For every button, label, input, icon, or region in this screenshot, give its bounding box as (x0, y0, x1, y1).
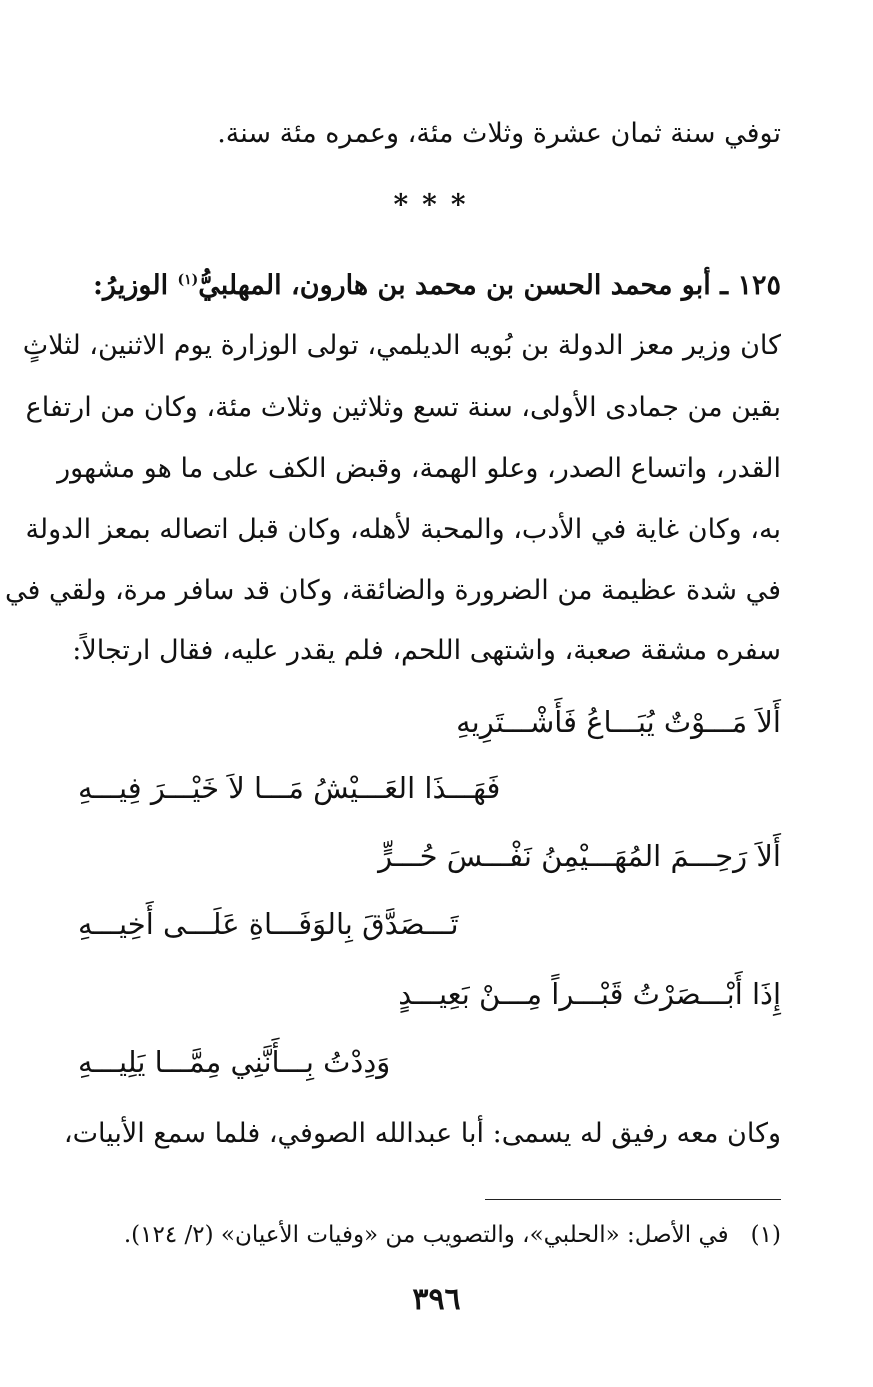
verse-hemistich: وَدِدْتُ بِـــأَنَّنِي مِمَّـــا يَلِيـــهِ (78, 1045, 391, 1079)
paragraph-line: بقين من جمادى الأولى، سنة تسع وثلاثين وثلاث مئة، وكان من ارتفاع (25, 392, 781, 423)
footnote-ref: (١) (177, 272, 199, 288)
paragraph-line: به، وكان غاية في الأدب، والمحبة لأهله، وكان قبل اتصاله بمعز الدولة (25, 514, 781, 545)
footnote-divider (485, 1199, 781, 1200)
entry-title: الوزيرُ: (92, 270, 178, 301)
page-number: ٣٩٦ (412, 1282, 461, 1317)
entry-number: ١٢٥ (737, 270, 781, 301)
entry-heading (78, 266, 781, 306)
footnote (78, 1218, 781, 1252)
footnote-text: في الأصل: «الحلبي»، والتصويب من «وفيات الأعيان» (٢/ ١٢٤). (123, 1222, 729, 1248)
paragraph-line: سفره مشقة صعبة، واشتهى اللحم، فلم يقدر عليه، فقال ارتجالاً: (72, 635, 781, 666)
verse-hemistich: تَـــصَدَّقَ بِالوَفَـــاةِ عَلَـــى أَخِيـــهِ (78, 907, 459, 941)
paragraph-line: القدر، واتساع الصدر، وعلو الهمة، وقبض الكف على ما هو مشهور (57, 453, 781, 484)
paragraph-line: كان وزير معز الدولة بن بُويه الديلمي، تولى الوزارة يوم الاثنين، لثلاثٍ (22, 330, 781, 361)
entry-dash: ـ (710, 270, 738, 301)
verse-hemistich: أَلاَ رَحِـــمَ المُهَـــيْمِنُ نَفْـــسَ حُـــرٍّ (378, 839, 781, 873)
section-separator: *** (393, 188, 480, 221)
entry-name: أبو محمد الحسن بن محمد بن هارون، المهلبيُّ (198, 270, 711, 301)
top-line: توفي سنة ثمان عشرة وثلاث مئة، وعمره مئة سنة. (217, 118, 781, 149)
paragraph-line: في شدة عظيمة من الضرورة والضائقة، وكان قد سافر مرة، ولقي في (4, 575, 781, 606)
closing-line: وكان معه رفيق له يسمى: أبا عبدالله الصوفي، فلما سمع الأبيات، (63, 1118, 781, 1149)
verse-hemistich: إِذَا أَبْـــصَرْتُ قَبْـــراً مِـــنْ بَعِيـــدٍ (398, 977, 781, 1011)
verse-hemistich: فَهَـــذَا العَـــيْشُ مَـــا لاَ خَيْـــرَ فِيـــهِ (78, 771, 501, 805)
verse-hemistich: أَلاَ مَـــوْتٌ يُبَـــاعُ فَأَشْـــتَرِيهِ (456, 705, 781, 739)
footnote-number: (١) (750, 1222, 781, 1248)
